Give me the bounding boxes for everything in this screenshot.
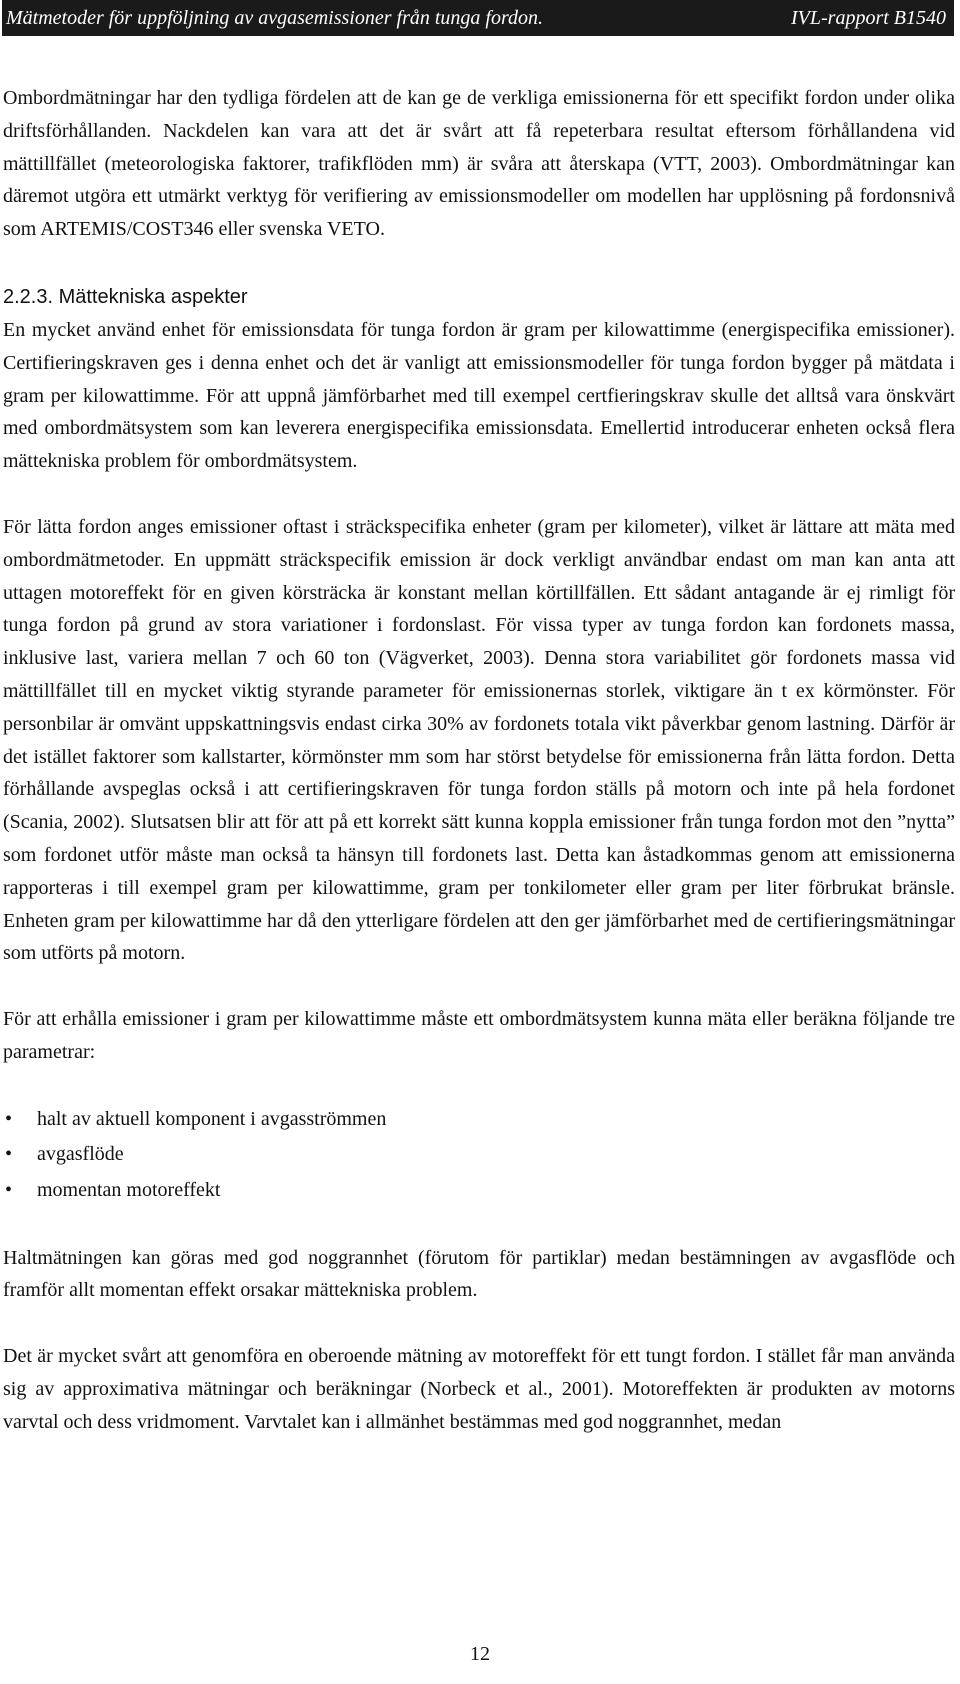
bullet-icon: •	[5, 1107, 13, 1130]
page-header	[2, 0, 954, 36]
bullet-icon: •	[5, 1178, 13, 1201]
paragraph-onboard-advantages: Ombordmätningar har den tydliga fördelen att de kan ge de verkliga emissionerna för ett specifikt fordon under olika driftsförhållanden. Nackdelen kan vara att det är svårt att få repeterbara resultat eftersom förhållandena vid mättillfället (meteorologiska faktorer, trafikflöden mm) är svåra att återskapa (VTT, 2003). Ombordmätningar kan däremot utgöra ett utmärkt verktyg för verifiering av emissionsmodeller om modellen har upplösning på fordonsnivå som ARTEMIS/COST346 eller svenska VETO.	[3, 87, 955, 241]
paragraph-required-parameters: För att erhålla emissioner i gram per kilowattimme måste ett ombordmätsystem kunna mäta eller beräkna följande tre parametrar:	[3, 1008, 955, 1063]
header-report-id: IVL-rapport B1540	[791, 7, 946, 29]
section-heading: 2.2.3. Mättekniska aspekter	[3, 285, 248, 308]
paragraph-concentration-measurement: Haltmätningen kan göras med god noggrannhet (förutom för partiklar) medan bestämningen av avgasflöde och framför allt momentan effekt orsakar mättekniska problem.	[3, 1246, 955, 1302]
list-item-text: avgasflöde	[37, 1143, 124, 1166]
list-item-text: momentan motoreffekt	[37, 1178, 221, 1201]
list-item-text: halt av aktuell komponent i avgasströmmen	[37, 1107, 387, 1130]
paragraph-light-vs-heavy-vehicles: För lätta fordon anges emissioner oftast i sträckspecifika enheter (gram per kilometer), vilket är lättare att mäta med ombordmätmetoder. En uppmätt sträckspecifik emission är dock verkligt användbar endast om man kan anta att uttagen motoreffekt för en given körsträcka är konstant mellan körtillfällen. Ett sådant antagande är ej rimligt för tunga fordon på grund av stora variationer i fordonslast. För vissa typer av tunga fordon kan fordonets massa, inklusive last, variera mellan 7 och 60 ton (Vägverket, 2003). Denna stora variabilitet gör fordonets massa vid mättillfället till en mycket viktig styrande parameter för emissionernas storlek, viktigare än t ex körmönster. För personbilar är omvänt uppskattningsvis endast cirka 30% av fordonets totala vikt påverkbar genom lastning. Därför är det istället faktorer som kallstarter, körmönster mm som har störst betydelse för emissionerna från lätta fordon. Detta förhållande avspeglas också i att certifieringskraven för tunga fordon ställs på motorn och inte på hela fordonet (Scania, 2002). Slutsatsen blir att för att på ett korrekt sätt kunna koppla emissioner från tunga fordon mot den ”nytta” som fordonet utför måste man också ta hänsyn till fordonets last. Detta kan åstadkommas genom att emissionerna rapporteras i till exempel gram per kilowattimme, gram per tonkilometer eller gram per liter förbrukat bränsle. Enheten gram per kilowattimme har då den ytterligare fördelen att den ger jämförbarhet med de certifieringsmätningar som utförts på motorn.	[3, 515, 955, 965]
list-item	[3, 1102, 955, 1138]
body-text	[3, 82, 955, 1438]
bullet-icon: •	[5, 1143, 13, 1166]
paragraph-engine-power: Det är mycket svårt att genomföra en oberoende mätning av motoreffekt för ett tungt fordon. I stället får man använda sig av approximativa mätningar och beräkningar (Norbeck et al., 2001). Motoreffekten är produkten av motorns varvtal och dess vridmoment. Varvtalet kan i allmänhet bestämmas med god noggrannhet, medan	[3, 1345, 955, 1433]
list-item	[3, 1173, 955, 1209]
list-item	[3, 1137, 955, 1173]
parameter-list	[3, 1102, 955, 1209]
paragraph-energy-specific-units: En mycket använd enhet för emissionsdata för tunga fordon är gram per kilowattimme (energispecifika emissioner). Certifieringskraven ges i denna enhet och det är vanligt att emissionsmodeller för tunga fordon bygger på mätdata i gram per kilowattimme. För att uppnå jämförbarhet med till exempel certfieringskrav skulle det alltså vara önskvärt med ombordmätsystem som kan leverera energispecifika emissionsdata. Emellertid introducerar enheten också flera mättekniska problem för ombordmätsystem.	[3, 318, 955, 473]
page-number: 12	[470, 1643, 490, 1665]
header-title: Mätmetoder för uppföljning av avgasemissioner från tunga fordon.	[6, 7, 544, 29]
